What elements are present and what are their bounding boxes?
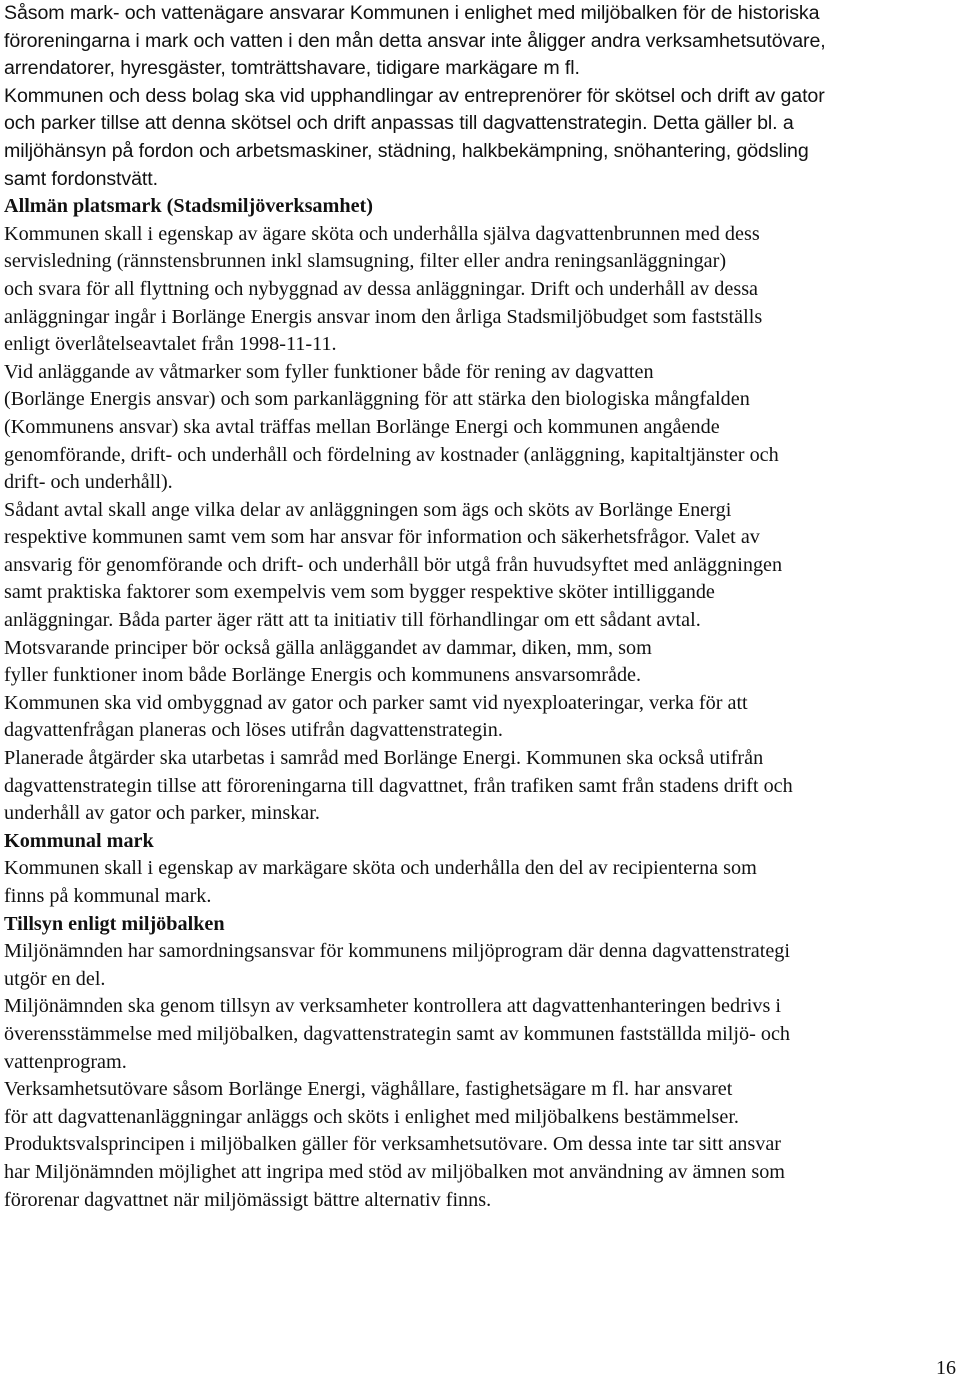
heading-kommunal-mark: Kommunal mark [4, 829, 154, 852]
allman-paragraph-1: Kommunen skall i egenskap av ägare sköta och underhålla själva dagvattenbrunnen med dess servisledning (rännstensbrunnen inkl slamsugning, filter eller andra reningsanläggningar) och svara för all flyttning och nybyggnad av dessa anläggningar. Drift och underhåll av dessa anläggningar ingår i Borlänge Energis ansvar inom den årliga Stadsmiljöbudget som fastställs enligt överlåtelseavtalet från 1998-11-11. [4, 222, 763, 356]
allman-paragraph-3: Sådant avtal skall ange vilka delar av anläggningen som ägs och sköts av Borlänge Energi respektive kommunen samt vem som har ansvar för information och säkerhetsfrågor. Valet av ansvarig för genomförande och drift- och underhåll bör utgå från huvudsyftet med anläggningen samt praktiska faktorer som exempelvis vem som bygger respektive sköter intilliggande anläggningar. Båda parter äger rätt att ta initiativ till förhandlingar om ett sådant avtal. [4, 498, 783, 632]
tillsyn-paragraph-3: Verksamhetsutövare såsom Borlänge Energi, väghållare, fastighetsägare m fl. har ansvaret för att dagvattenanläggningar anläggs och sköts i enlighet med miljöbalkens bestämmelser. [4, 1078, 739, 1128]
allman-paragraph-5: Kommunen ska vid ombyggnad av gator och parker samt vid nyexploateringar, verka för att dagvattenfrågan planeras och löses utifrån dagvattenstrategin. [4, 691, 748, 742]
document-page [4, 0, 956, 1214]
allman-paragraph-2: Vid anläggande av våtmarker som fyller funktioner både för rening av dagvatten (Borlänge Energis ansvar) och som parkanläggning för att stärka den biologiska mångfalden (Kommunens ansvar) ska avtal träffas mellan Borlänge Energi och kommunen angående genomförande, drift- och underhåll och fördelning av kostnader (anläggning, kapitaltjänster och drift- och underhåll). [4, 360, 779, 494]
tillsyn-paragraph-4: Produktsvalsprincipen i miljöbalken gäller för verksamhetsutövare. Om dessa inte tar sitt ansvar har Miljönämnden möjlighet att ingripa med stöd av miljöbalken mot användning av ämnen som förorenar dagvattnet när miljömässigt bättre alternativ finns. [4, 1133, 785, 1211]
heading-allman-platsmark: Allmän platsmark (Stadsmiljöverksamhet) [4, 195, 373, 218]
intro-paragraph-1: Såsom mark- och vattenägare ansvarar Kommunen i enlighet med miljöbalken för de historiska föroreningarna i mark och vatten i den mån detta ansvar inte åligger andra verksamhetsutövare, arrendatorer, hyresgäster, tomträttshavare, tidigare markägare m fl. [4, 2, 826, 80]
allman-paragraph-4: Motsvarande principer bör också gälla anläggandet av dammar, diken, mm, som fyller funktioner inom både Borlänge Energis och kommunens ansvarsområde. [4, 636, 652, 687]
tillsyn-paragraph-2: Miljönämnden ska genom tillsyn av verksamheter kontrollera att dagvattenhanteringen bedrivs i överensstämmelse med miljöbalken, dagvattenstrategin samt av kommunen fastställda miljö- och vattenprogram. [4, 995, 790, 1073]
tillsyn-paragraph-1: Miljönämnden har samordningsansvar för kommunens miljöprogram där denna dagvattenstrategi utgör en del. [4, 940, 790, 990]
heading-tillsyn: Tillsyn enligt miljöbalken [4, 912, 225, 935]
page-number: 16 [936, 1357, 956, 1379]
allman-paragraph-6: Planerade åtgärder ska utarbetas i samråd med Borlänge Energi. Kommunen ska också utifrån dagvattenstrategin tillse att föroreningarna till dagvattnet, från trafiken samt från stadens drift och underhåll av gator och parker, minskar. [4, 747, 793, 825]
intro-paragraph-2: Kommunen och dess bolag ska vid upphandlingar av entreprenörer för skötsel och drift av gator och parker tillse att denna skötsel och drift anpassas till dagvattenstrategin. Detta gäller bl. a miljöhänsyn på fordon och arbetsmaskiner, städning, halkbekämpning, snöhantering, gödsling samt fordonstvätt. [4, 84, 825, 190]
kommunal-paragraph-1: Kommunen skall i egenskap av markägare sköta och underhålla den del av recipienterna som finns på kommunal mark. [4, 857, 757, 907]
